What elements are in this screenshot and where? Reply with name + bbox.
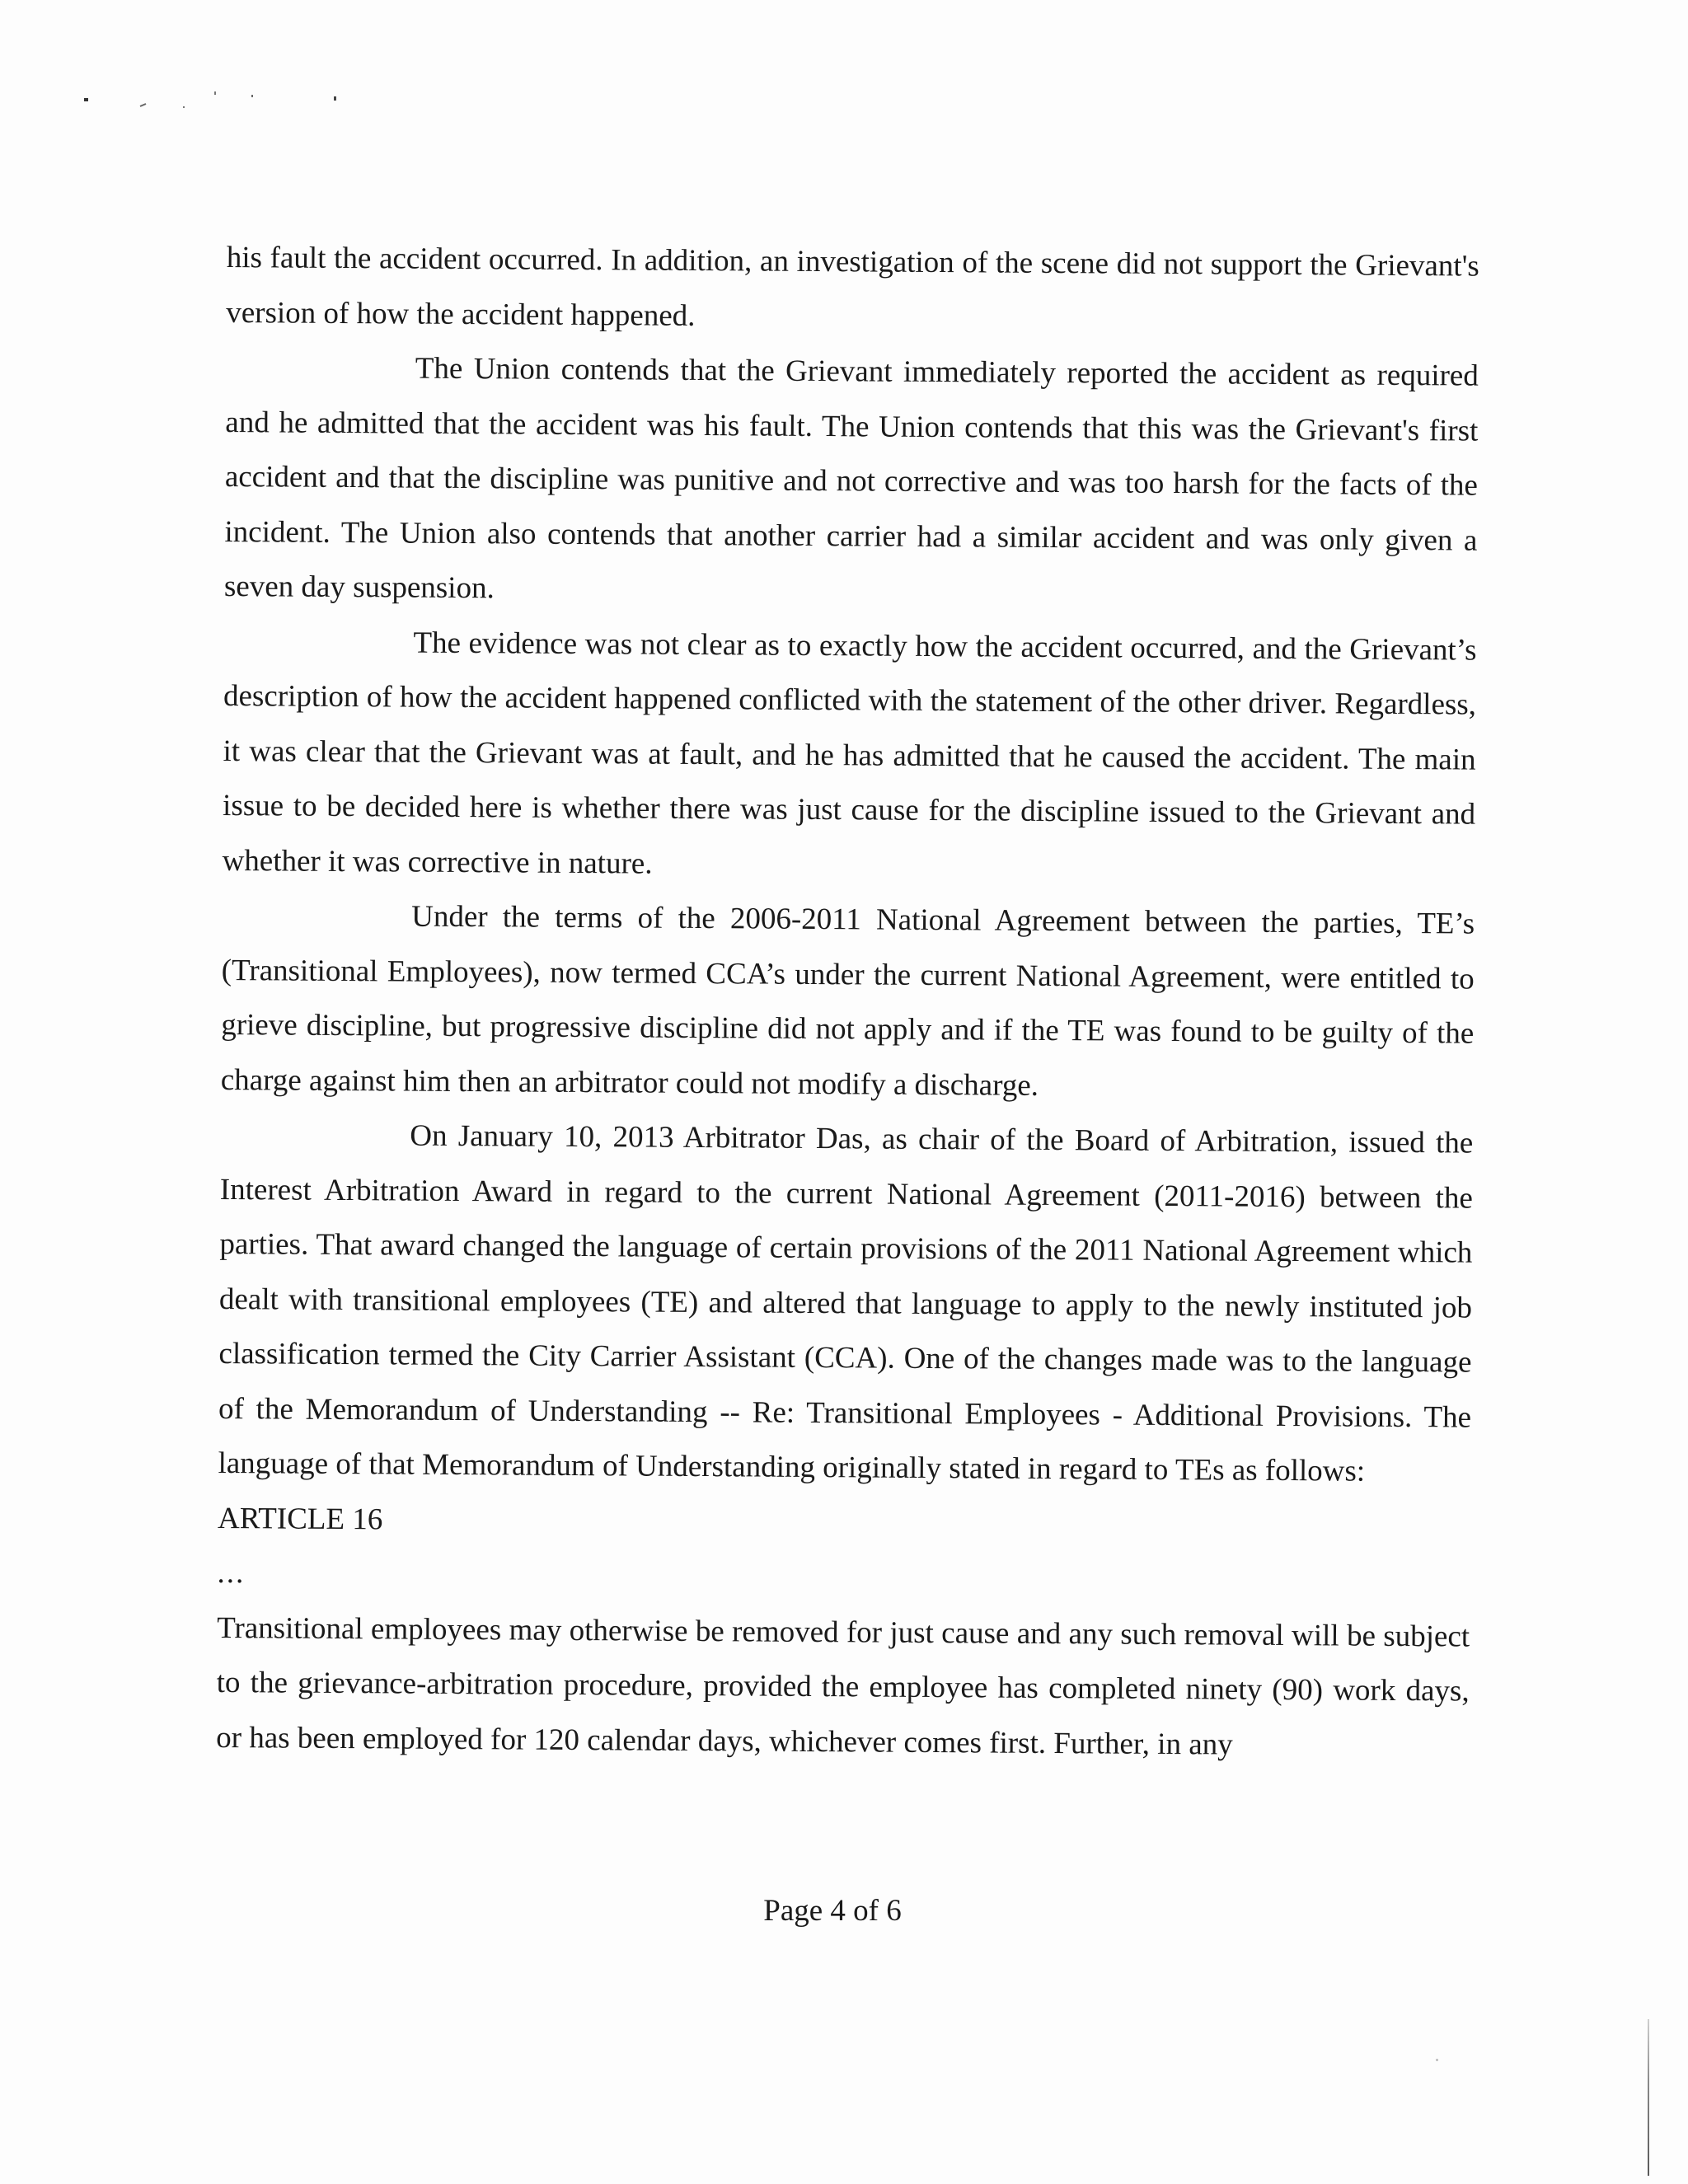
paragraph-1: his fault the accident occurred. In addition, an investigation of the scene did not support the Grievant's version of how the accident happened.: [226, 240, 1479, 333]
scan-edge-line: [1648, 2019, 1649, 2176]
scan-speck: [1436, 2059, 1438, 2061]
paragraph-5: On January 10, 2013 Arbitrator Das, as chair of the Board of Arbitration, issued the Interest Arbitration Award in regard to the current National Agreement (2011-2016) between the parties. That award changed the language of certain provisions of the 2011 National Agreement which dealt with transitional employees (TE) and altered that language to apply to the newly instituted job classification termed the City Carrier Assistant (CCA). One of the changes made was to the language of the Memorandum of Understanding -- Re: Transitional Employees - Additional Provisions. The language of that Memorandum of Understanding originally stated in regard to TEs as follows:: [218, 1118, 1474, 1488]
article-heading: ARTICLE 16: [217, 1501, 383, 1536]
paragraph-2: The Union contends that the Grievant immediately reported the accident as required and he admitted that the accident was his fault. The Union contends that this was the Grievant's first accident and that the discipline was punitive and not corrective and was too harsh for the facts of the incident. The Union also contends that another carrier had a similar accident and was only given a seven day suspension.: [223, 351, 1479, 606]
paragraph-3: The evidence was not clear as to exactly how the accident occurred, and the Grievant’s description of how the accident happened conflicted with the statement of the other driver. Regardless, it was clear that the Grievant was at fault, and he has admitted that he caused the accident. The main issue to be decided here is whether there was just cause for the discipline issued to the Grievant and whether it was corrective in nature.: [222, 626, 1477, 881]
ellipsis: ...: [217, 1555, 246, 1591]
page-number: Page 4 of 6: [763, 1894, 902, 1928]
scan-specks: [82, 87, 346, 120]
quoted-provision: Transitional employees may otherwise be removed for just cause and any such removal will be subject to the grievance-arbitration procedure, provided the employee has completed ninety (90) work days, or has been employed for 120 calendar days, whichever comes first. Further, in any: [216, 1610, 1470, 1762]
document-body: [216, 231, 1479, 1774]
paragraph-4: Under the terms of the 2006-2011 National Agreement between the parties, TE’s (Transitional Employees), now termed CCA’s under the current National Agreement, were entitled to grieve discipline, but progressive discipline did not apply and if the TE was found to be guilty of the charge against him then an arbitrator could not modify a discharge.: [220, 899, 1475, 1103]
